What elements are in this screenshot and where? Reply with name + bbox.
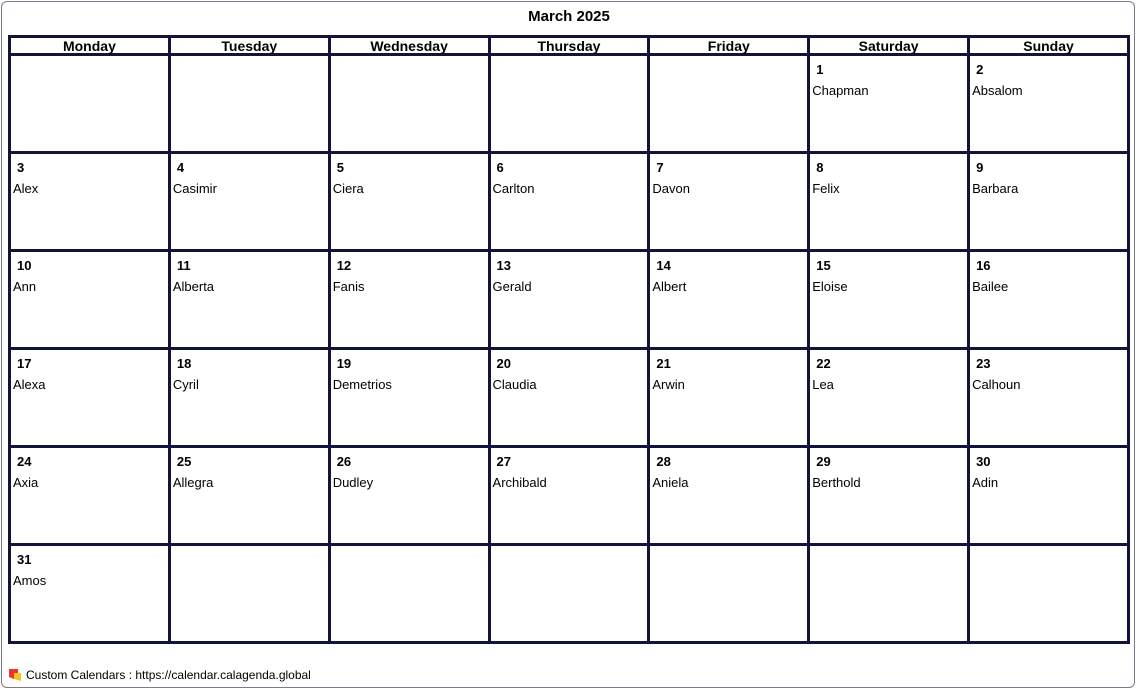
name-day: Calhoun [972, 377, 1021, 392]
day-number: 14 [656, 258, 671, 273]
name-day: Alberta [172, 279, 215, 294]
name-day: Casimir [172, 181, 217, 196]
day-number: 1 [816, 62, 824, 77]
day-number: 27 [496, 454, 511, 469]
day-number: 26 [336, 454, 352, 469]
week-row [10, 447, 1129, 545]
day-cell[interactable] [10, 545, 170, 643]
day-number: 24 [17, 454, 32, 469]
day-number: 9 [976, 160, 984, 175]
empty-day-cell [489, 55, 649, 153]
name-day: Demetrios [332, 377, 392, 392]
day-number: 15 [816, 258, 831, 273]
day-cell[interactable] [10, 251, 170, 349]
week-row [10, 545, 1129, 643]
name-day: Allegra [172, 475, 214, 490]
day-cell[interactable] [969, 349, 1129, 447]
day-cell[interactable] [169, 447, 329, 545]
day-number: 4 [176, 160, 185, 175]
empty-day-cell [809, 545, 969, 643]
day-cell[interactable] [329, 447, 489, 545]
name-day: Lea [812, 377, 834, 392]
day-cell[interactable] [489, 153, 649, 251]
footer [9, 668, 311, 682]
name-day: Ciera [332, 181, 364, 196]
name-day: Bailee [972, 279, 1009, 294]
name-day: Archibald [492, 475, 547, 490]
name-day: Alexa [13, 377, 46, 392]
empty-day-cell [649, 55, 809, 153]
day-number: 10 [17, 258, 32, 273]
week-row [10, 55, 1129, 153]
name-day: Berthold [812, 475, 861, 490]
day-cell[interactable] [489, 447, 649, 545]
day-cell[interactable] [10, 349, 170, 447]
weekday-header-row [10, 37, 1129, 55]
day-number: 18 [176, 356, 192, 371]
day-cell[interactable] [489, 349, 649, 447]
day-number: 20 [496, 356, 511, 371]
day-number: 29 [816, 454, 831, 469]
day-number: 11 [176, 258, 191, 273]
day-cell[interactable] [809, 251, 969, 349]
empty-day-cell [10, 55, 170, 153]
day-number: 22 [816, 356, 831, 371]
day-cell[interactable] [10, 153, 170, 251]
day-number: 13 [496, 258, 511, 273]
day-cell[interactable] [10, 447, 170, 545]
name-day: Fanis [332, 279, 365, 294]
day-cell[interactable] [489, 251, 649, 349]
empty-day-cell [489, 545, 649, 643]
empty-day-cell [169, 55, 329, 153]
day-number: 23 [976, 356, 991, 371]
day-cell[interactable] [169, 153, 329, 251]
day-number: 25 [176, 454, 192, 469]
day-number: 6 [496, 160, 504, 175]
empty-day-cell [969, 545, 1129, 643]
week-row [10, 349, 1129, 447]
name-day: Carlton [492, 181, 535, 196]
day-cell[interactable] [329, 349, 489, 447]
day-number: 17 [17, 356, 32, 371]
day-cell[interactable] [169, 251, 329, 349]
name-day: Chapman [812, 83, 869, 98]
day-cell[interactable] [649, 349, 809, 447]
day-cell[interactable] [169, 349, 329, 447]
day-cell[interactable] [809, 153, 969, 251]
weekday-wednesday: Wednesday [329, 37, 489, 55]
calendar-grid [8, 35, 1130, 644]
name-day: Dudley [332, 475, 374, 490]
day-cell[interactable] [329, 153, 489, 251]
day-cell[interactable] [809, 349, 969, 447]
day-cell[interactable] [649, 251, 809, 349]
name-day: Aniela [652, 475, 689, 490]
day-cell[interactable] [969, 153, 1129, 251]
name-day: Albert [652, 279, 687, 294]
name-day: Davon [652, 181, 690, 196]
name-day: Arwin [652, 377, 685, 392]
name-day: Ann [13, 279, 37, 294]
calendar-title: March 2025 [528, 8, 610, 25]
day-cell[interactable] [329, 251, 489, 349]
footer-text: Custom Calendars : https://calendar.calagenda.global [26, 668, 311, 682]
day-cell[interactable] [649, 153, 809, 251]
day-cell[interactable] [809, 55, 969, 153]
day-number: 28 [656, 454, 671, 469]
name-day: Amos [13, 573, 47, 588]
day-number: 3 [17, 160, 25, 175]
name-day: Gerald [492, 279, 532, 294]
weekday-sunday: Sunday [969, 37, 1129, 55]
name-day: Adin [972, 475, 999, 490]
weekday-friday: Friday [649, 37, 809, 55]
empty-day-cell [329, 545, 489, 643]
day-cell[interactable] [969, 447, 1129, 545]
day-cell[interactable] [649, 447, 809, 545]
day-number: 5 [336, 160, 344, 175]
day-number: 12 [336, 258, 352, 273]
name-day: Alex [13, 181, 39, 196]
calagenda-logo-icon [9, 669, 21, 681]
day-number: 2 [976, 62, 984, 77]
day-number: 31 [17, 552, 32, 567]
name-day: Cyril [172, 377, 199, 392]
day-number: 8 [816, 160, 824, 175]
name-day: Felix [812, 181, 840, 196]
week-row [10, 153, 1129, 251]
weekday-monday: Monday [10, 37, 170, 55]
name-day: Axia [13, 475, 39, 490]
day-cell[interactable] [969, 55, 1129, 153]
weekday-tuesday: Tuesday [169, 37, 329, 55]
weekday-saturday: Saturday [809, 37, 969, 55]
name-day: Claudia [492, 377, 537, 392]
weekday-thursday: Thursday [489, 37, 649, 55]
day-cell[interactable] [969, 251, 1129, 349]
empty-day-cell [649, 545, 809, 643]
day-number: 7 [656, 160, 664, 175]
name-day: Barbara [972, 181, 1019, 196]
day-cell[interactable] [809, 447, 969, 545]
day-number: 21 [656, 356, 671, 371]
day-number: 19 [336, 356, 352, 371]
empty-day-cell [169, 545, 329, 643]
empty-day-cell [329, 55, 489, 153]
name-day: Eloise [812, 279, 848, 294]
week-row [10, 251, 1129, 349]
name-day: Absalom [972, 83, 1023, 98]
day-number: 16 [976, 258, 991, 273]
day-number: 30 [976, 454, 991, 469]
